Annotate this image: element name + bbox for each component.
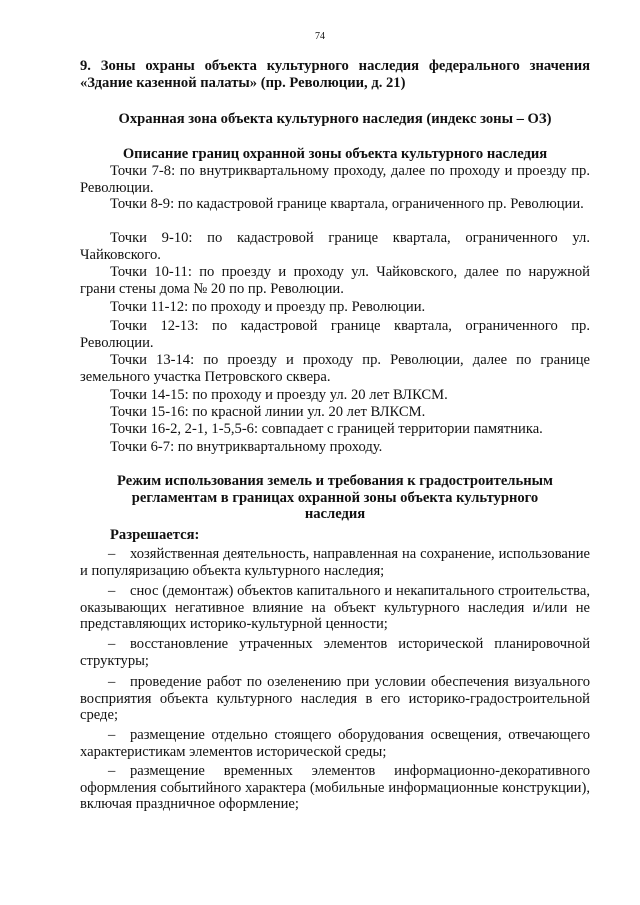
list-item-text: размещение временных элементов информационно-декоративного оформления событийного характера (мобильные информационные конструкции), включая праздничное оформление; xyxy=(80,763,590,813)
list-dash: – xyxy=(108,636,116,652)
list-dash: – xyxy=(108,546,116,562)
list-dash: – xyxy=(108,727,116,743)
list-item-text: снос (демонтаж) объектов капитального и некапитального строительства, оказывающих негативное влияние на объект культурного наследия и/или не представляющих историко-культурной ценности; xyxy=(80,583,590,633)
boundary-point-14-15: Точки 14-15: по проходу и проезду ул. 20 лет ВЛКСМ. xyxy=(110,387,448,403)
page-number: 74 xyxy=(315,31,325,42)
list-item-text: хозяйственная деятельность, направленная на сохранение, использование и популяризацию объекта культурного наследия; xyxy=(80,546,590,579)
boundary-point-10-11: Точки 10-11: по проезду и проходу ул. Чайковского, далее по наружной грани стены дома № 20 по пр. Революции. xyxy=(80,264,590,297)
list-dash: – xyxy=(108,674,116,690)
allowed-item-1 xyxy=(80,546,590,579)
allowed-item-5 xyxy=(80,727,590,760)
zone-title: Охранная зона объекта культурного наследия (индекс зоны – ОЗ) xyxy=(118,111,552,127)
boundary-point-9-10: Точки 9-10: по кадастровой границе квартала, ограниченного ул. Чайковского. xyxy=(80,230,590,263)
allowed-item-2 xyxy=(80,583,590,633)
list-item-text: проведение работ по озеленению при условии обеспечения визуального восприятия объекта культурного наследия в его историко-градостроительной среде; xyxy=(80,674,590,724)
allowed-item-4 xyxy=(80,674,590,724)
boundary-point-11-12: Точки 11-12: по проходу и проезду пр. Революции. xyxy=(110,299,426,315)
allowed-title: Разрешается: xyxy=(110,527,200,543)
boundary-point-12-13: Точки 12-13: по кадастровой границе квартала, ограниченного пр. Революции. xyxy=(80,318,590,351)
list-dash: – xyxy=(108,583,116,599)
boundary-point-7-8: Точки 7-8: по внутриквартальному проходу, далее по проходу и проезду пр. Революции. xyxy=(80,163,590,196)
list-item-text: восстановление утраченных элементов исторической планировочной структуры; xyxy=(80,636,590,669)
allowed-item-6 xyxy=(80,763,590,813)
boundary-point-8-9: Точки 8-9: по кадастровой границе квартала, ограниченного пр. Революции. xyxy=(110,196,584,212)
list-dash: – xyxy=(108,763,116,779)
boundary-point-16-2: Точки 16-2, 2-1, 1-5,5-6: совпадает с границей территории памятника. xyxy=(110,421,543,437)
list-item-text: размещение отдельно стоящего оборудования освещения, отвечающего характеристикам элементов исторической среды; xyxy=(80,727,590,760)
allowed-item-3 xyxy=(80,636,590,669)
boundaries-title: Описание границ охранной зоны объекта культурного наследия xyxy=(122,146,548,162)
boundary-point-6-7: Точки 6-7: по внутриквартальному проходу. xyxy=(110,439,383,455)
regime-title: Режим использования земель и требования к градостроительным регламентам в границах охранной зоны объекта культурного наследия xyxy=(117,473,553,523)
boundary-point-13-14: Точки 13-14: по проезду и проходу пр. Революции, далее по границе земельного участка Петровского сквера. xyxy=(80,352,590,385)
boundary-point-15-16: Точки 15-16: по красной линии ул. 20 лет ВЛКСМ. xyxy=(110,404,426,420)
section-heading: 9. Зоны охраны объекта культурного наследия федерального значения «Здание казенной палаты» (пр. Революции, д. 21) xyxy=(80,58,590,91)
